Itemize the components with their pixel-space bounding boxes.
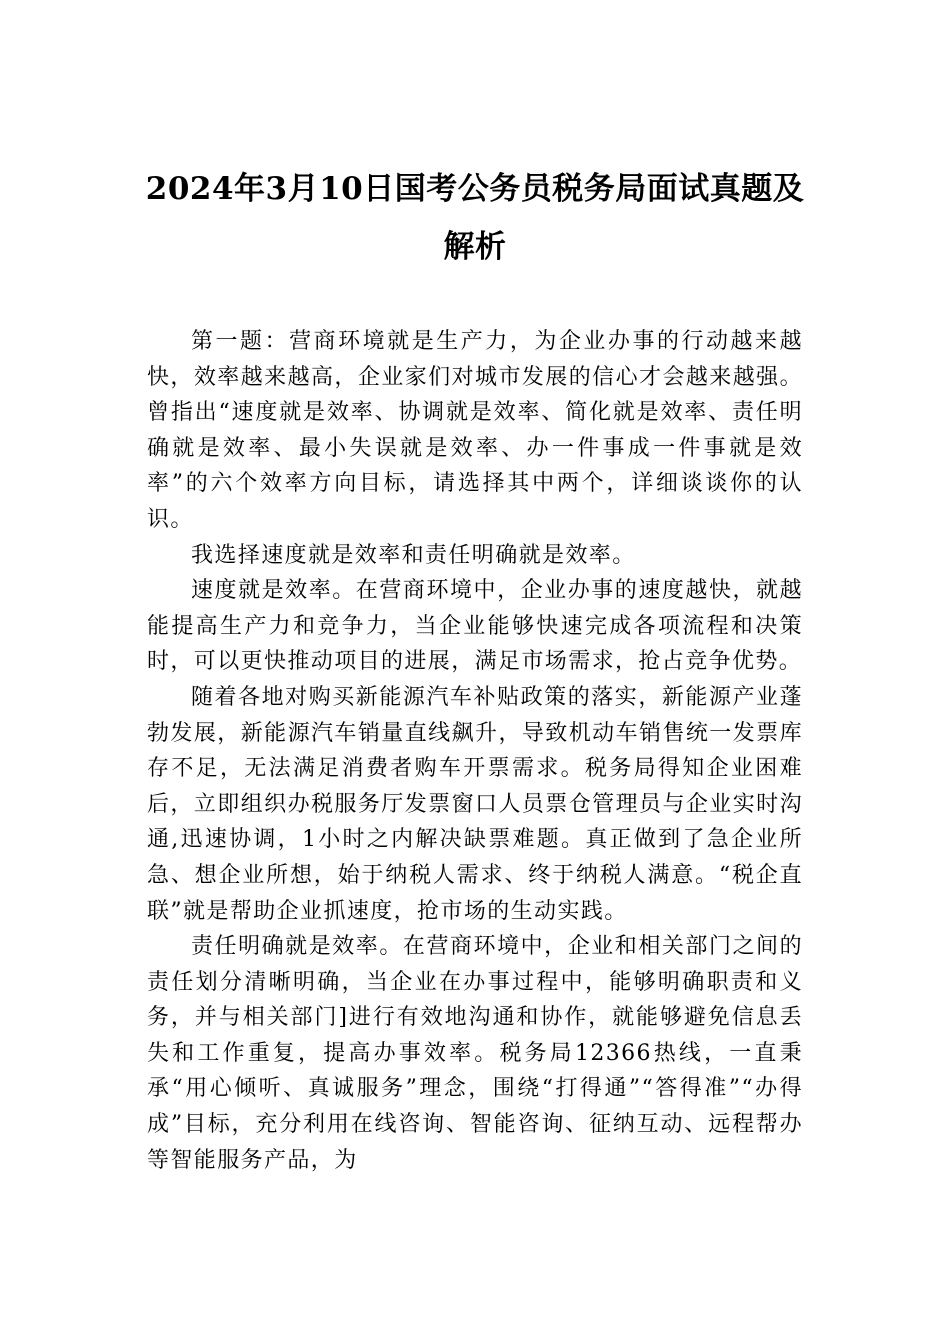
paragraph-question: 第一题：营商环境就是生产力，为企业办事的行动越来越快，效率越来越高，企业家们对城市发展的信心才会越来越强。曾指出“速度就是效率、协调就是效率、简化就是效率、责任明确就是效率、最小失误就是效率、办一件事成一件事就是效率”的六个效率方向目标，请选择其中两个，详细谈谈你的认识。	[147, 329, 803, 532]
paragraph-speed: 速度就是效率。在营商环境中，企业办事的速度越快，就越能提高生产力和竞争力，当企业能够快速完成各项流程和决策时，可以更快推动项目的进展，满足市场需求，抢占竞争优势。	[147, 578, 803, 675]
paragraph-responsibility: 责任明确就是效率。在营商环境中，企业和相关部门之间的责任划分清晰明确，当企业在办事过程中，能够明确职责和义务，并与相关部门]进行有效地沟通和协作，就能够避免信息丢失和工作重复，提高办事效率。税务局12366热线，一直秉承“用心倾听、真诚服务”理念，围绕“打得通”“答得准”“办得成”目标，充分利用在线咨询、智能咨询、征纳互动、远程帮办等智能服务产品，为	[147, 934, 803, 1173]
paragraph-speed-example: 随着各地对购买新能源汽车补贴政策的落实，新能源产业蓬勃发展，新能源汽车销量直线飙升，导致机动车销售统一发票库存不足，无法满足消费者购车开票需求。税务局得知企业困难后，立即组织办税服务厅发票窗口人员票仓管理员与企业实时沟通,迅速协调，1小时之内解决缺票难题。真正做到了急企业所急、想企业所想，始于纳税人需求、终于纳税人满意。“税企直联”就是帮助企业抓速度，抢市场的生动实践。	[147, 684, 803, 924]
paragraph-choice: 我选择速度就是效率和责任明确就是效率。	[191, 542, 636, 568]
document-body	[147, 324, 803, 1178]
document-title: 2024年3月10日国考公务员税务局面试真题及解析	[145, 171, 805, 265]
